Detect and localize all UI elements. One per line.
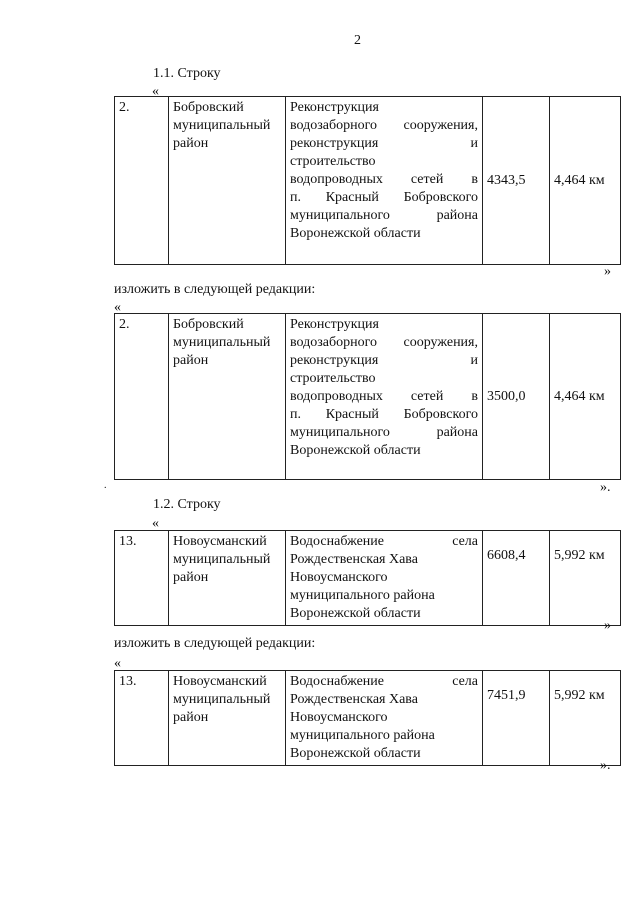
close-quote: » [604,264,611,279]
old-row-table [114,96,621,265]
district-cell: Новоусманский муниципальный район [169,531,286,626]
row-number: 13. [115,671,169,766]
new-row-table [114,670,621,766]
district-cell: Бобровский муниципальный район [169,97,286,265]
description-cell: Реконструкция водозаборного сооружения, реконструкция и строительство водопроводных сетей в п. Красный Бобровского муниципального района Воронежской области [286,314,483,480]
amount-cell: 3500,0 [483,314,550,480]
open-quote: « [152,84,159,99]
amount-cell: 7451,9 [483,671,550,766]
length-cell: 5,992 км [550,671,621,766]
old-row-table [114,530,621,626]
close-quote: ». [600,480,611,495]
row-number: 2. [115,314,169,480]
section-heading: 1.2. Строку [153,497,221,512]
section-heading: 1.1. Строку [153,66,221,81]
close-quote: ». [600,758,611,773]
page-number: 2 [354,33,361,48]
district-cell: Бобровский муниципальный район [169,314,286,480]
new-row-table [114,313,621,480]
length-cell: 4,464 км [550,97,621,265]
description-cell: Водоснабжение села Рождественская Хава Новоусманского муниципального района Воронежской области [286,531,483,626]
open-quote: « [114,300,121,315]
stray-dot: . [104,480,107,491]
row-number: 2. [115,97,169,265]
description-cell: Реконструкция водозаборного сооружения, реконструкция и строительство водопроводных сетей в п. Красный Бобровского муниципального района Воронежской области [286,97,483,265]
amount-cell: 4343,5 [483,97,550,265]
open-quote: « [152,516,159,531]
length-cell: 5,992 км [550,531,621,626]
description-cell: Водоснабжение села Рождественская Хава Новоусманского муниципального района Воронежской области [286,671,483,766]
replace-text: изложить в следующей редакции: [114,282,316,297]
open-quote: « [114,656,121,671]
replace-text: изложить в следующей редакции: [114,636,316,651]
close-quote: » [604,618,611,633]
length-cell: 4,464 км [550,314,621,480]
amount-cell: 6608,4 [483,531,550,626]
district-cell: Новоусманский муниципальный район [169,671,286,766]
row-number: 13. [115,531,169,626]
